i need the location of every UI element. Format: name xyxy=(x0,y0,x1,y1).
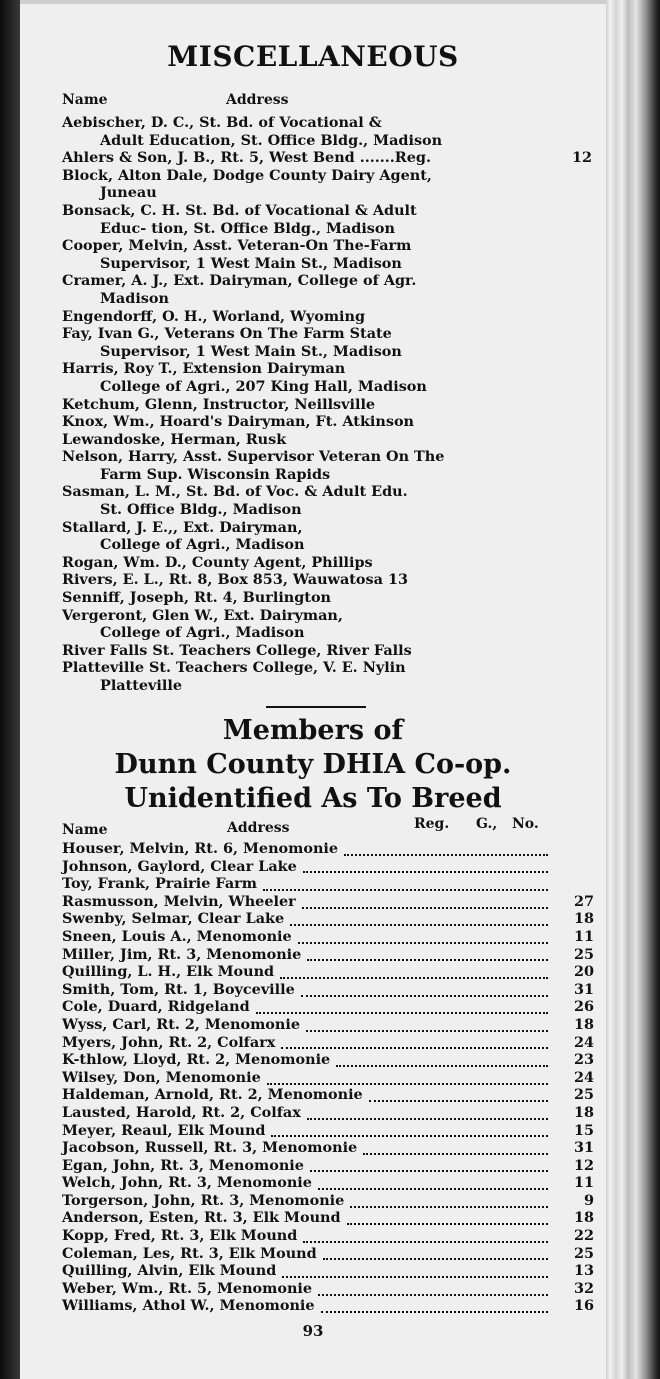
section-divider xyxy=(266,706,366,708)
dot-leader xyxy=(303,861,548,873)
member-number: 31 xyxy=(573,1139,594,1157)
dunn-column-no-header: No. xyxy=(512,816,539,832)
dot-leader xyxy=(344,844,548,856)
member-row xyxy=(62,1139,594,1157)
member-row xyxy=(62,1192,594,1210)
dot-leader xyxy=(263,879,548,891)
member-number: 26 xyxy=(573,998,594,1016)
member-name-address: Sneen, Louis A., Menomonie xyxy=(62,927,292,945)
misc-entry-line xyxy=(62,308,592,326)
member-number: 18 xyxy=(573,1209,594,1227)
member-name-address: Smith, Tom, Rt. 1, Boyceville xyxy=(62,980,295,998)
misc-entry-text: Adult Education, St. Office Bldg., Madison xyxy=(100,131,443,149)
misc-entry-line xyxy=(62,589,592,607)
misc-entry-line xyxy=(62,220,592,238)
document-page xyxy=(20,0,606,1379)
misc-entry-line xyxy=(62,237,592,255)
dot-leader xyxy=(318,1284,548,1296)
misc-entry-text: Bonsack, C. H. St. Bd. of Vocational & Adult xyxy=(62,201,417,219)
member-name-address: Lausted, Harold, Rt. 2, Colfax xyxy=(62,1103,301,1121)
member-row xyxy=(62,910,594,928)
misc-directory-list xyxy=(62,114,592,695)
dunn-title-line-2: Dunn County DHIA Co-op. xyxy=(114,749,512,780)
misc-entry-line xyxy=(62,677,592,695)
dot-leader xyxy=(290,914,548,926)
misc-entry-line xyxy=(62,184,592,202)
member-name-address: Myers, John, Rt. 2, Colfarx xyxy=(62,1033,276,1051)
member-row xyxy=(62,893,594,911)
misc-entry-text: Block, Alton Dale, Dodge County Dairy Agent, xyxy=(62,166,432,184)
misc-entry-text: Madison xyxy=(100,289,169,307)
misc-entry-text: College of Agri., Madison xyxy=(100,536,305,554)
member-name-address: Houser, Melvin, Rt. 6, Menomonie xyxy=(62,840,339,857)
misc-entry-text: Farm Sup. Wisconsin Rapids xyxy=(100,465,331,483)
member-name-address: Welch, John, Rt. 3, Menomonie xyxy=(62,1174,312,1192)
misc-entry-text: Aebischer, D. C., St. Bd. of Vocational & xyxy=(62,114,382,131)
member-number: 12 xyxy=(573,1156,594,1174)
misc-entry-line xyxy=(62,431,592,449)
dot-leader xyxy=(350,1196,548,1208)
misc-entry-text: Platteville xyxy=(100,677,182,694)
member-row xyxy=(62,1122,594,1140)
misc-entry-text: Rogan, Wm. D., County Agent, Phillips xyxy=(62,553,373,571)
member-row xyxy=(62,1016,594,1034)
member-number: 16 xyxy=(573,1297,594,1315)
dot-leader xyxy=(302,897,548,909)
member-row xyxy=(62,1280,594,1298)
misc-entry-line xyxy=(62,272,592,290)
member-row xyxy=(62,981,594,999)
member-number: 15 xyxy=(573,1121,594,1139)
misc-entry-line xyxy=(62,466,592,484)
dot-leader xyxy=(298,932,548,944)
misc-entry-line xyxy=(62,255,592,273)
misc-entry-text: Cooper, Melvin, Asst. Veteran-On The-Farm xyxy=(62,237,412,255)
member-row xyxy=(62,1227,594,1245)
member-name-address: Cole, Duard, Ridgeland xyxy=(62,998,250,1016)
misc-entry-line xyxy=(62,378,592,396)
member-name-address: Wilsey, Don, Menomonie xyxy=(62,1068,261,1086)
misc-entry-line xyxy=(62,396,592,414)
member-number: 11 xyxy=(573,927,594,945)
member-number: 27 xyxy=(573,892,594,910)
dot-leader xyxy=(256,1002,548,1014)
member-row xyxy=(62,1297,594,1315)
member-number: 20 xyxy=(573,963,594,981)
dot-leader xyxy=(369,1090,548,1102)
member-row xyxy=(62,1174,594,1192)
member-row xyxy=(62,1051,594,1069)
misc-section-title: MISCELLANEOUS xyxy=(167,40,459,73)
member-row xyxy=(62,998,594,1016)
dot-leader xyxy=(303,1231,548,1243)
member-number: 32 xyxy=(573,1279,594,1297)
misc-column-name-header: Name xyxy=(62,92,108,108)
dot-leader xyxy=(281,1037,548,1049)
dot-leader xyxy=(307,949,548,961)
misc-entry-line xyxy=(62,149,592,167)
misc-entry-line xyxy=(62,325,592,343)
member-name-address: K-thlow, Lloyd, Rt. 2, Menomonie xyxy=(62,1051,331,1069)
dot-leader xyxy=(307,1108,548,1120)
misc-entry-text: Supervisor, 1 West Main St., Madison xyxy=(100,254,402,272)
misc-entry-line xyxy=(62,659,592,677)
misc-entry-line xyxy=(62,290,592,308)
member-name-address: Swenby, Selmar, Clear Lake xyxy=(62,910,285,928)
member-number: 18 xyxy=(573,1015,594,1033)
member-number: 11 xyxy=(573,1174,594,1192)
misc-entry-line xyxy=(62,571,592,589)
member-name-address: Meyer, Reaul, Elk Mound xyxy=(62,1121,266,1139)
member-row xyxy=(62,1262,594,1280)
dot-leader xyxy=(318,1178,548,1190)
misc-entry-text: College of Agri., Madison xyxy=(100,624,305,642)
dot-leader xyxy=(306,1020,548,1032)
member-row xyxy=(62,963,594,981)
member-row xyxy=(62,1069,594,1087)
member-name-address: Wyss, Carl, Rt. 2, Menomonie xyxy=(62,1015,300,1033)
book-binding xyxy=(0,0,20,1379)
member-number: 24 xyxy=(573,1033,594,1051)
misc-entry-line xyxy=(62,519,592,537)
misc-entry-text: St. Office Bldg., Madison xyxy=(100,501,302,519)
member-number: 23 xyxy=(573,1051,594,1069)
dunn-title-line-1: Members of xyxy=(222,715,404,746)
dot-leader xyxy=(363,1143,548,1155)
misc-entry-text: Cramer, A. J., Ext. Dairyman, College of Agr. xyxy=(62,272,417,290)
member-number: 25 xyxy=(573,1086,594,1104)
member-number: 18 xyxy=(573,1103,594,1121)
misc-entry-text: Supervisor, 1 West Main St., Madison xyxy=(100,342,402,360)
member-row xyxy=(62,1034,594,1052)
member-number: 31 xyxy=(573,980,594,998)
member-row xyxy=(62,1209,594,1227)
misc-entry-line xyxy=(62,343,592,361)
member-number: 13 xyxy=(573,1262,594,1280)
misc-entry-text: College of Agri., 207 King Hall, Madison xyxy=(100,377,427,395)
member-number: 25 xyxy=(573,1244,594,1262)
member-name-address: Quilling, Alvin, Elk Mound xyxy=(62,1262,277,1280)
member-row xyxy=(62,1086,594,1104)
misc-entry-line xyxy=(62,642,592,660)
member-number: 22 xyxy=(573,1227,594,1245)
member-row xyxy=(62,858,594,876)
misc-entry-line xyxy=(62,483,592,501)
misc-entry-line xyxy=(62,624,592,642)
misc-entry-text: Juneau xyxy=(100,184,157,202)
misc-entry-text: River Falls St. Teachers College, River Falls xyxy=(62,641,412,659)
misc-entry-text: Educ- tion, St. Office Bldg., Madison xyxy=(100,219,395,237)
misc-entry-line xyxy=(62,554,592,572)
misc-entry-text: Harris, Roy T., Extension Dairyman xyxy=(62,360,346,378)
dot-leader xyxy=(282,1266,548,1278)
misc-entry-text: Senniff, Joseph, Rt. 4, Burlington xyxy=(62,589,332,607)
page-top-edge xyxy=(20,0,606,4)
member-number: 9 xyxy=(583,1191,594,1209)
misc-entry-line xyxy=(62,607,592,625)
dunn-members-list xyxy=(62,840,594,1315)
misc-entry-text: Rivers, E. L., Rt. 8, Box 853, Wauwatosa 13 xyxy=(62,571,408,589)
member-row xyxy=(62,840,594,858)
dot-leader xyxy=(301,985,548,997)
misc-entry-text: Ketchum, Glenn, Instructor, Neillsville xyxy=(62,395,376,413)
page-number: 93 xyxy=(302,1322,324,1340)
misc-entry-text: Ahlers & Son, J. B., Rt. 5, West Bend .......Reg. xyxy=(62,149,431,167)
member-name-address: Anderson, Esten, Rt. 3, Elk Mound xyxy=(62,1209,341,1227)
dot-leader xyxy=(267,1073,548,1085)
member-name-address: Toy, Frank, Prairie Farm xyxy=(62,875,257,893)
misc-entry-text: Nelson, Harry, Asst. Supervisor Veteran On The xyxy=(62,448,445,466)
member-name-address: Coleman, Les, Rt. 3, Elk Mound xyxy=(62,1244,317,1262)
member-row xyxy=(62,875,594,893)
member-name-address: Rasmusson, Melvin, Wheeler xyxy=(62,892,296,910)
member-row xyxy=(62,1157,594,1175)
dot-leader xyxy=(280,967,548,979)
member-name-address: Williams, Athol W., Menomonie xyxy=(62,1297,315,1315)
dunn-title-line-3: Unidentified As To Breed xyxy=(124,783,502,814)
misc-entry-line xyxy=(62,536,592,554)
misc-entry-line xyxy=(62,413,592,431)
member-name-address: Torgerson, John, Rt. 3, Menomonie xyxy=(62,1191,345,1209)
dot-leader xyxy=(323,1248,548,1260)
member-row xyxy=(62,928,594,946)
misc-entry-line xyxy=(62,360,592,378)
dunn-column-g-header: G., xyxy=(476,816,498,832)
dunn-column-reg-header: Reg. xyxy=(414,816,450,832)
member-number: 18 xyxy=(573,910,594,928)
misc-entry-text: Engendorff, O. H., Worland, Wyoming xyxy=(62,307,366,325)
member-name-address: Jacobson, Russell, Rt. 3, Menomonie xyxy=(62,1139,358,1157)
page-stack-edge xyxy=(606,0,660,1379)
misc-entry-line xyxy=(62,167,592,185)
member-name-address: Johnson, Gaylord, Clear Lake xyxy=(62,857,297,875)
member-number: 24 xyxy=(573,1068,594,1086)
member-name-address: Weber, Wm., Rt. 5, Menomonie xyxy=(62,1279,313,1297)
dot-leader xyxy=(321,1301,548,1313)
misc-entry-text: Lewandoske, Herman, Rusk xyxy=(62,430,287,448)
member-row xyxy=(62,1245,594,1263)
member-name-address: Miller, Jim, Rt. 3, Menomonie xyxy=(62,945,302,963)
misc-column-address-header: Address xyxy=(226,92,289,108)
misc-entry-reg-number: 12 xyxy=(571,149,592,167)
misc-entry-line xyxy=(62,202,592,220)
misc-entry-line xyxy=(62,448,592,466)
misc-entry-line xyxy=(62,114,592,132)
dunn-column-name-header: Name xyxy=(62,822,108,838)
member-row xyxy=(62,946,594,964)
misc-entry-text: Fay, Ivan G., Veterans On The Farm State xyxy=(62,325,392,343)
misc-entry-text: Knox, Wm., Hoard's Dairyman, Ft. Atkinson xyxy=(62,413,415,431)
member-name-address: Egan, John, Rt. 3, Menomonie xyxy=(62,1156,304,1174)
member-row xyxy=(62,1104,594,1122)
misc-entry-text: Vergeront, Glen W., Ext. Dairyman, xyxy=(62,606,343,624)
dot-leader xyxy=(310,1160,548,1172)
member-name-address: Kopp, Fred, Rt. 3, Elk Mound xyxy=(62,1227,298,1245)
member-name-address: Quilling, L. H., Elk Mound xyxy=(62,963,275,981)
misc-entry-text: Stallard, J. E.,, Ext. Dairyman, xyxy=(62,518,303,536)
member-name-address: Haldeman, Arnold, Rt. 2, Menomonie xyxy=(62,1086,363,1104)
misc-entry-line xyxy=(62,501,592,519)
misc-entry-line xyxy=(62,132,592,150)
dot-leader xyxy=(347,1213,548,1225)
member-number: 25 xyxy=(573,945,594,963)
dunn-column-address-header: Address xyxy=(227,820,290,836)
misc-entry-text: Platteville St. Teachers College, V. E. Nylin xyxy=(62,659,406,677)
dot-leader xyxy=(336,1055,548,1067)
misc-entry-text: Sasman, L. M., St. Bd. of Voc. & Adult Edu. xyxy=(62,483,408,501)
dot-leader xyxy=(271,1125,548,1137)
